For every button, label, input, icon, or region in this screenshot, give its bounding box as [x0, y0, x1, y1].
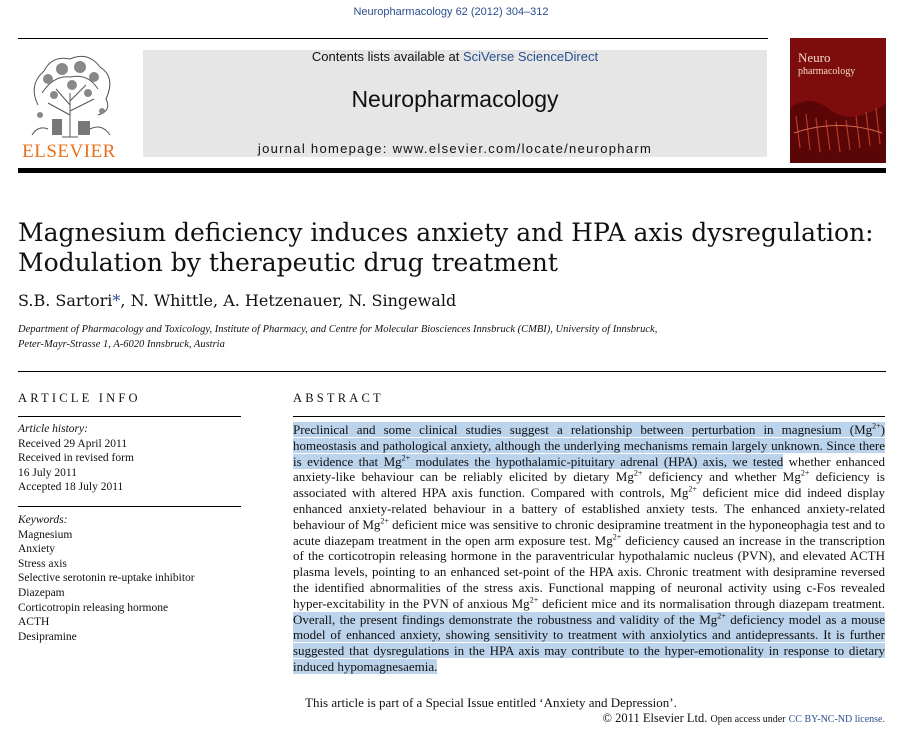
keywords-label: Keywords: [18, 514, 68, 526]
abstract-text [293, 422, 885, 675]
sciencedirect-link[interactable]: SciVerse ScienceDirect [462, 49, 599, 64]
abstract-segment: deficiency is associated with altered HPA axis function. Compared with controls, Mg [293, 469, 885, 501]
affiliation [18, 322, 878, 352]
keyword: Anxiety [18, 543, 56, 556]
article-title [18, 218, 878, 278]
keyword: Stress axis [18, 557, 67, 570]
abstract-heading: ABSTRACT [293, 391, 384, 405]
journal-cover-image[interactable] [790, 38, 886, 163]
history-item: Accepted 18 July 2011 [18, 481, 124, 494]
affiliation-line-2: Peter-Mayr-Strasse 1, A-6020 Innsbruck, Austria [18, 339, 225, 350]
title-line-2: Modulation by therapeutic drug treatment [18, 248, 558, 277]
ion-charge: 2+ [529, 595, 539, 605]
special-issue-note: This article is part of a Special Issue entitled ‘Anxiety and Depression’. [305, 695, 677, 710]
abstract-segment: modulates the hypothalamic-pituitary adrenal (HPA) axis, we tested [410, 453, 784, 469]
copyright-line [603, 711, 885, 726]
ion-charge: 2+ [633, 469, 643, 479]
abstract-segment: ) homeostasis and pathological anxiety, although the underlying mechanisms remain largely unknown. Since there is evidence that Mg [293, 422, 885, 469]
abstract-segment: Overall, the present findings demonstrate the robustness and validity of the Mg [293, 611, 718, 627]
keyword: Selective serotonin re-uptake inhibitor [18, 572, 195, 585]
article-info-rule [18, 416, 241, 417]
abstract-segment: deficient mice was sensitive to chronic desipramine treatment in the hyponeophagia test and to acute diazepam treatment in the open arm exposure test. Mg [293, 516, 886, 548]
license-link[interactable]: CC BY-NC-ND license. [788, 714, 885, 725]
contents-prefix: Contents lists available at [311, 49, 463, 64]
copyright-text: © 2011 Elsevier Ltd. [602, 711, 708, 725]
keyword: Desipramine [18, 630, 77, 643]
open-access-text: Open access under [710, 714, 786, 725]
abstract-segment: Preclinical and some clinical studies suggest a relationship between perturbation in magnesium (Mg [293, 422, 873, 437]
journal-homepage[interactable]: journal homepage: www.elsevier.com/locate/neuropharm [257, 141, 653, 156]
ion-charge: 2+ [717, 611, 726, 621]
keyword: ACTH [18, 616, 50, 629]
history-item: Received 29 April 2011 [18, 437, 128, 450]
journal-name: Neuropharmacology [351, 86, 559, 112]
corresponding-author-link[interactable]: * [112, 291, 121, 310]
journal-citation[interactable]: Neuropharmacology 62 (2012) 304–312 [353, 6, 549, 18]
other-authors: , N. Whittle, A. Hetzenauer, N. Singewald [120, 291, 457, 310]
keyword: Magnesium [18, 528, 73, 541]
cover-title [798, 52, 855, 78]
history-item: 16 July 2011 [18, 466, 77, 479]
ion-charge: 2+ [612, 532, 622, 542]
cover-title-2: pharmacology [798, 66, 856, 77]
first-author: S.B. Sartori [18, 291, 113, 310]
title-line-1: Magnesium deficiency induces anxiety and HPA axis dysregulation: [18, 218, 874, 247]
highlighted-text[interactable] [293, 612, 885, 674]
abstract-segment: whether enhanced anxiety-like behaviour can be reliably elicited by dietary Mg [293, 453, 886, 485]
section-divider [18, 371, 886, 372]
ion-charge: 2+ [800, 469, 810, 479]
ion-charge: 2+ [401, 453, 411, 463]
history-item: Received in revised form [18, 452, 134, 465]
header-top-rule [18, 38, 768, 39]
abstract-segment: deficiency and whether Mg [642, 469, 801, 485]
ion-charge: 2+ [688, 484, 697, 494]
affiliation-line-1: Department of Pharmacology and Toxicology, Institute of Pharmacy, and Centre for Molecular Biosciences Innsbruck (CMBI), University of Innsbruck, [18, 324, 658, 335]
header-bottom-rule [18, 168, 886, 173]
article-history [18, 422, 242, 495]
abstract-segment: deficiency model as a mouse model of enhanced anxiety, showing sensitivity to treatment with anxiolytics and antidepressants. It is further suggested that dysregulations in the HPA axis may contribute to the hyper-emotionality in response to dietary induced hypomagnesaemia. [293, 611, 886, 674]
keywords-rule [18, 506, 241, 507]
cover-title-1: Neuro [798, 50, 831, 65]
author-list [18, 291, 456, 310]
ion-charge: 2+ [380, 516, 389, 526]
ion-charge: 2+ [872, 421, 881, 431]
abstract-segment: deficiency caused an increase in the transcription of the corticotropin releasing hormone in the paraventricular hypothalamic nucleus (PVN), and elevated ACTH plasma levels, pointing to an enhanced set-point of the HPA axis. Chronic treatment with desipramine reversed the identified abnormalities of the stress axis. Functional mapping of neuronal activity using c-Fos revealed hyper-excitability in the PVN of anxious Mg [293, 532, 885, 611]
keyword: Corticotropin releasing hormone [18, 601, 169, 614]
article-info-heading: ARTICLE INFO [18, 391, 141, 405]
history-label: Article history: [18, 423, 88, 435]
elsevier-wordmark[interactable]: ELSEVIER [22, 141, 116, 162]
keyword: Diazepam [18, 586, 65, 599]
abstract-segment: deficient mice and its normalisation through diazepam treatment. [538, 595, 885, 611]
keywords-block [18, 513, 242, 644]
abstract-rule [293, 416, 885, 417]
contents-line [143, 49, 767, 64]
abstract-segment: deficient mice did indeed display enhanced anxiety-related behaviour in a battery of established anxiety tests. The enhanced anxiety-related behaviour of Mg [293, 485, 885, 532]
